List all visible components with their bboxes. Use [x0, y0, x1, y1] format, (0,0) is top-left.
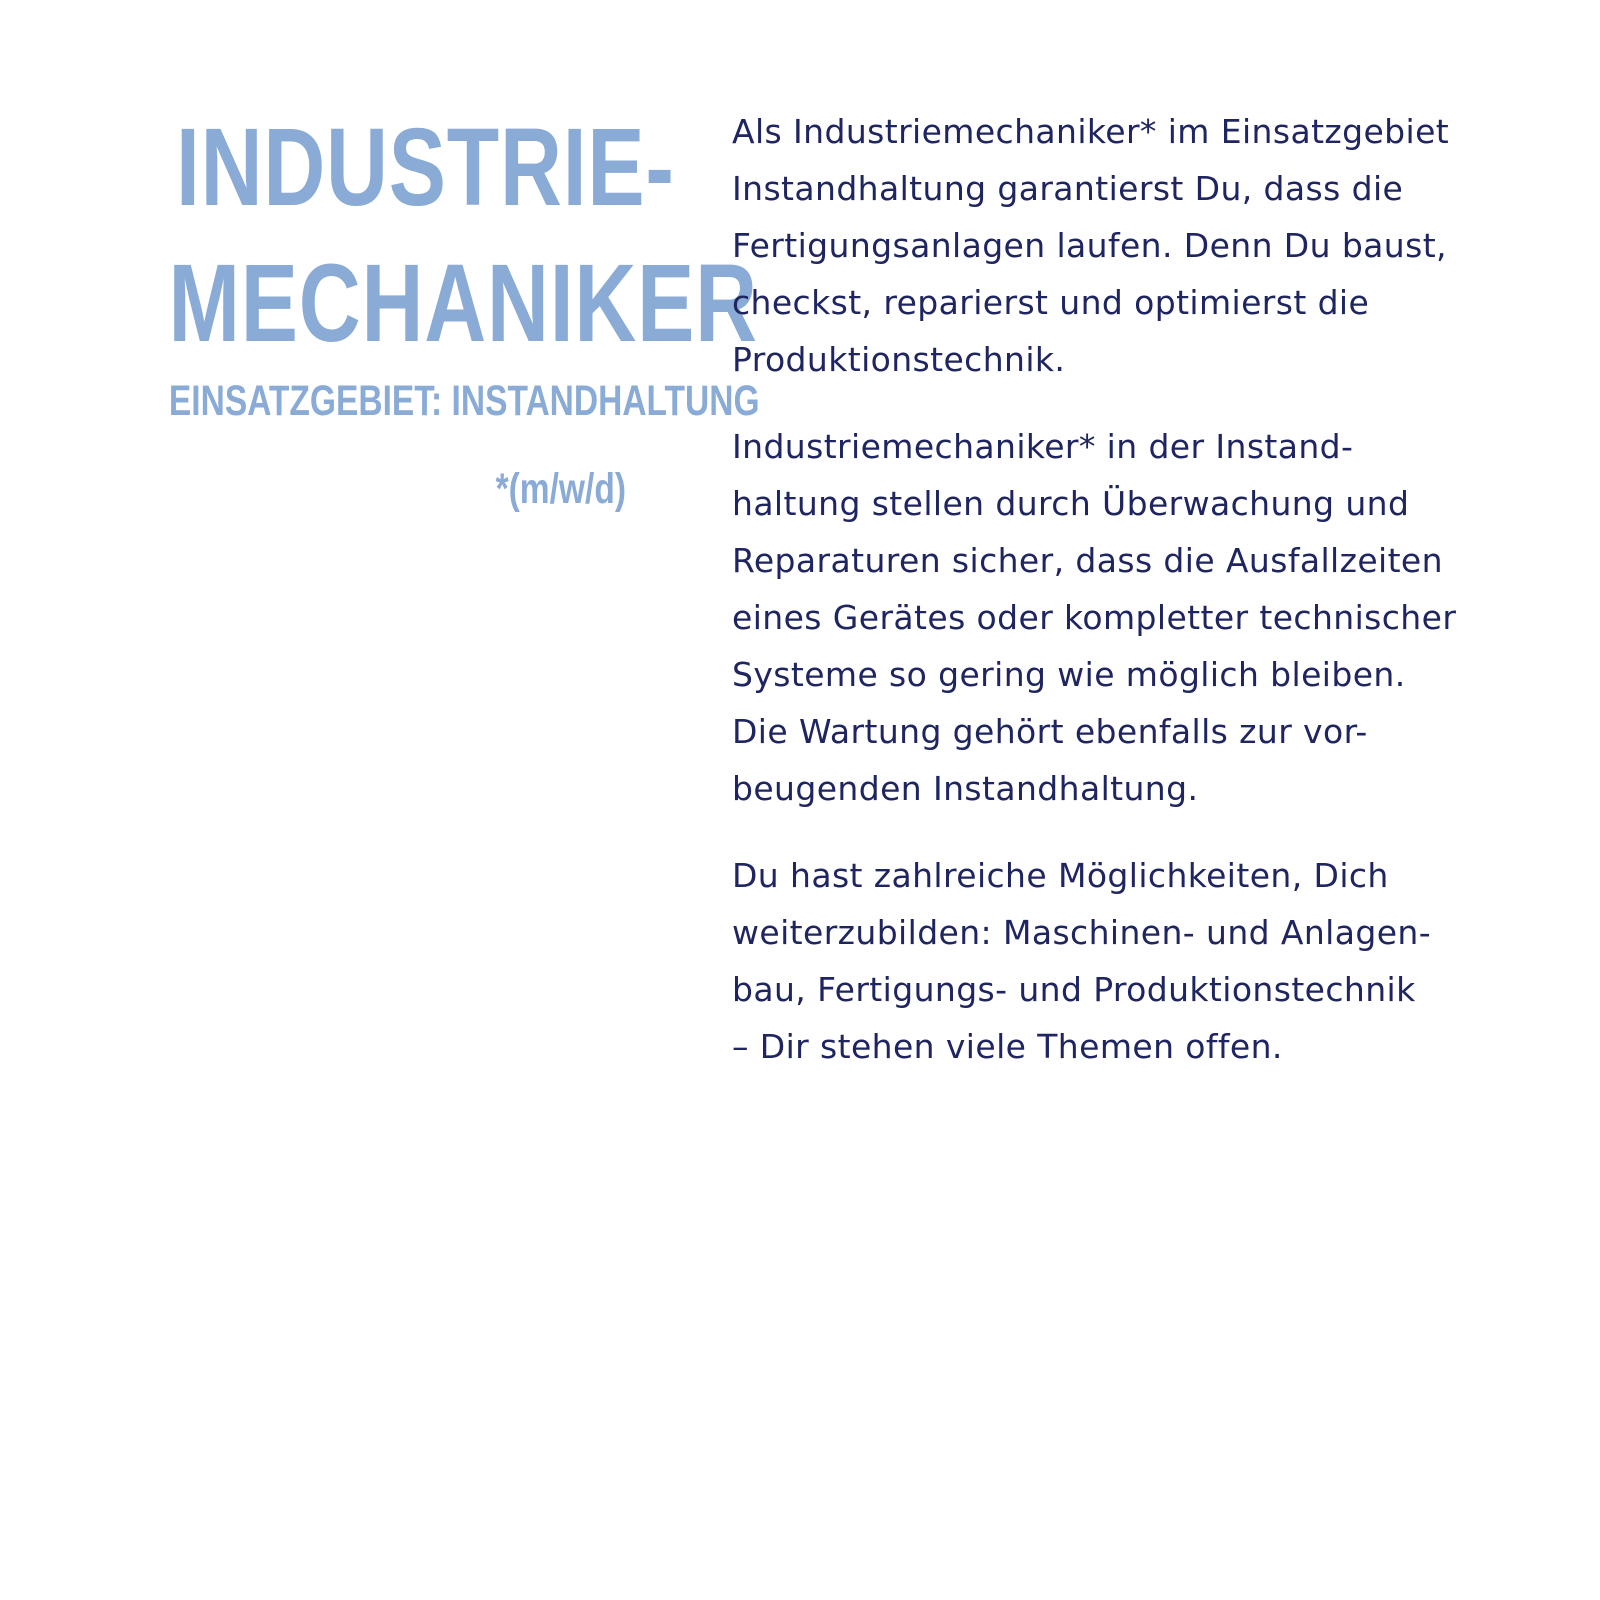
paragraph-training — [732, 847, 1552, 1075]
text-line: Du hast zahlreiche Möglichkeiten, Dich — [732, 856, 1389, 895]
text-line: beugenden Instandhaltung. — [732, 769, 1199, 808]
text-line: Fertigungsanlagen laufen. Denn Du baust, — [732, 226, 1447, 265]
text-line: Reparaturen sicher, dass die Ausfallzeiten — [732, 541, 1443, 580]
gender-note: *(m/w/d) — [495, 465, 626, 513]
text-line: bau, Fertigungs- und Produktionstechnik — [732, 970, 1416, 1009]
text-line: Systeme so gering wie möglich bleiben. — [732, 655, 1406, 694]
paragraph-maintenance — [732, 418, 1552, 817]
text-line: Industriemechaniker* in der Instand- — [732, 427, 1354, 466]
subtitle: EINSATZGEBIET: INSTANDHALTUNG — [168, 377, 760, 425]
text-line: eines Gerätes oder kompletter technischer — [732, 598, 1457, 637]
text-line: – Dir stehen viele Themen offen. — [732, 1027, 1283, 1066]
body-text — [732, 103, 1552, 1105]
text-line: Produktionstechnik. — [732, 340, 1066, 379]
text-line: weiterzubilden: Maschinen- und Anlagen- — [732, 913, 1432, 952]
text-line: Als Industriemechaniker* im Einsatzgebiet — [732, 112, 1450, 151]
text-line: haltung stellen durch Überwachung und — [732, 484, 1410, 523]
title-line-2: MECHANIKER — [168, 242, 758, 365]
text-line: checkst, reparierst und optimierst die — [732, 283, 1370, 322]
heading-block — [40, 100, 760, 514]
paragraph-intro — [732, 103, 1552, 388]
title-line-1: INDUSTRIE- — [175, 106, 675, 229]
text-line: Die Wartung gehört ebenfalls zur vor- — [732, 712, 1368, 751]
text-line: Instandhaltung garantierst Du, dass die — [732, 169, 1404, 208]
